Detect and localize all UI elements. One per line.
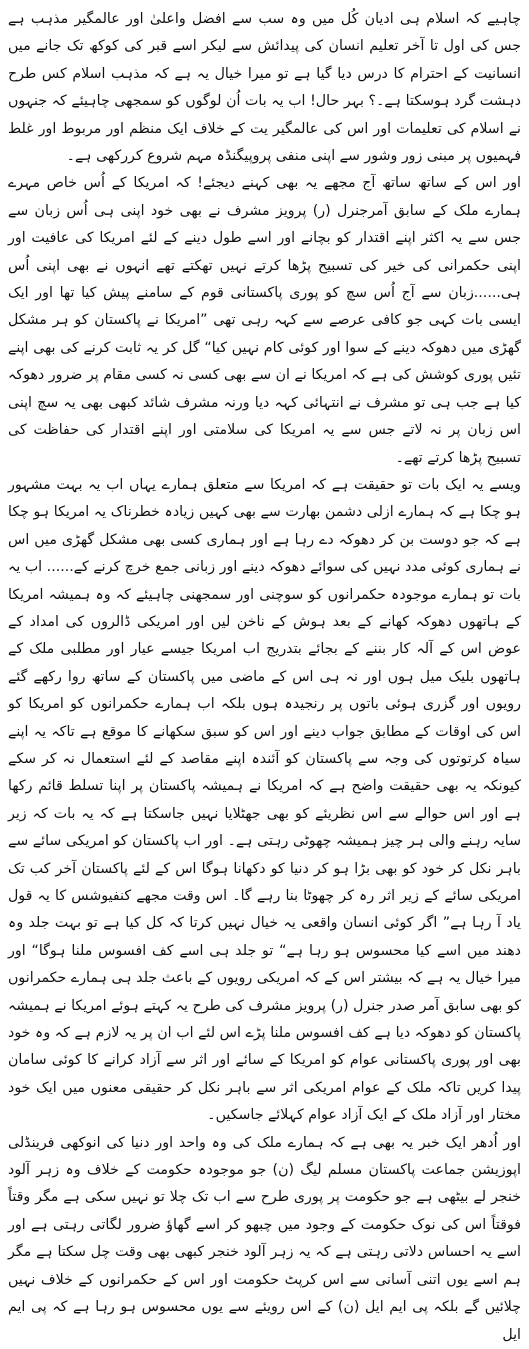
article-paragraph: اور اُدھر ایک خبر یہ بھی ہے کہ ہمارے ملک کی وہ واحد اور دنیا کی انوکھی فرینڈلی اپوزیشن جماعت پاکستان مسلم لیگ (ن) جو موجودہ حکومت کے خلاف وہ زہر آلود خنجر لے بیٹھی ہے جو حکومت پر پوری طرح سے اب تک چلا تو نہیں سکی ہے مگر وقتاً فوقتاً اس کی نوک حکومت کے وجود میں چبھو کر اسے گھاؤ ضرور لگاتی رہتی ہے اور اسے یہ احساس دلاتی رہتی ہے کہ یہ زہر آلود خنجر کبھی بھی وقت چل سکتا ہے مگر ہم اسے یوں اتنی آسانی سے اس کرپٹ حکومت اور اس کے حکمرانوں کے خلاف نہیں چلائیں گے بلکہ پی ایم ایل (ن) کے اس رویئے سے یوں محسوس ہو رہا ہے کہ پی ایم ایل <box>8 1134 521 1343</box>
article-paragraph: اور اس کے ساتھ ساتھ آج مجھے یہ بھی کہنے دیجئے! کہ امریکا کے اُس خاص مہرے ہمارے ملک کے سابق آمرجنرل (ر) پرویز مشرف نے بھی خود اپنی ہی اُس زبان سے جس سے یہ اکثر اپنے اقتدار کو بچانے اور اسے طول دینے کے لئے امریکا کی عافیت اور اپنی حکمرانی کی خیر کی تسبیح پڑھا کرتے نہیں تھکتے تھے انہوں نے بھی اپنی اُس ہی......زبان سے آج اُس سچ کو پوری پاکستانی قوم کے سامنے پیش کیا تھا اور ایک ایسی بات کہی جو کافی عرصے سے کہہ رہی تھی ”امریکا نے پاکستان کو ہر مشکل گھڑی میں دھوکہ دینے کے سوا اور کوئی کام نہیں کیا“ گل کر یہ ثابت کرنے کی بھی اپنے تئیں پوری کوشش کی ہے کہ امریکا نے ان سے بھی کسی نہ کسی مقام پر ضرور دھوکہ کیا ہے جب ہی تو مشرف نے انتہائی کہہ دیا ورنہ مشرف شائد کبھی بھی یہ سچ اپنی اس زبان پر نہ لاتے جس سے یہ امریکا کی سلامتی اور اپنے اقتدار کی حفاظت کی تسبیح پڑھا کرتے تھے۔ <box>8 175 521 466</box>
article-paragraph: ویسے یہ ایک بات تو حقیقت ہے کہ امریکا سے متعلق ہمارے یہاں اب یہ بہت مشہور ہو چکا ہے کہ ہمارے ازلی دشمن بھارت سے بھی کہیں زیادہ خطرناک یہ امریکا ہو چکا ہے کہ جو دوست بن کر دھوکہ دے رہا ہے اور ہماری کسی بھی مشکل گھڑی میں اس نے ہماری کوئی مدد نہیں کی سوائے دھوکہ دینے اور زبانی جمع خرچ کرنے کے...... اب یہ بات تو ہمارے موجودہ حکمرانوں کو سوچنی اور سمجھنی چاہیئے کہ وہ ہمیشہ امریکا کے ہاتھوں دھوکہ کھانے کے بعد ہوش کے ناخن لیں اور امریکی ڈالروں کی امداد کے عوض اس کے آلہ کار بننے کے بجائے بتدریج اب امریکا جیسے عیار اور مطلبی ملک کے ہاتھوں بلیک میل ہوں اور نہ ہی اس کے ماضی میں پاکستان کے ساتھ روا رکھے گئے رویوں اور گزری ہوئی باتوں پر رنجیدہ ہوں بلکہ اب ہمارے حکمرانوں کو امریکا کو اس کی اوقات کے مطابق جواب دینے اور اس کو سبق سکھانے کا موقع ہے تاکہ یہ اپنے سیاہ کرتوتوں کی وجہ سے پاکستان کو آئندہ اپنے مقاصد کے لئے استعمال نہ کر سکے کیونکہ یہ بھی حقیقت واضح ہے کہ امریکا نے ہمیشہ پاکستان پر اپنا تسلط قائم رکھا ہے اور اس حوالے سے اس نظریئے کو بھی جھٹلایا نہیں جاسکتا ہے کہ یہ بات کہ زیر سایہ رہنے والی ہر چیز ہمیشہ چھوٹی رہتی ہے۔ اور اب پاکستان کو امریکی سائے سے باہر نکل کر خود کو بھی بڑا ہو کر دنیا کو دکھانا ہوگا اس کے لئے پاکستان آخر کب تک امریکی سائے کے زیر اثر رہ کر چھوٹا بنا رہے گا۔ اس وقت مجھے کنفیوشس کا یہ قول یاد آ رہا ہے” اگر کوئی انسان واقعی یہ خیال نہیں کرتا کہ کل کیا ہے تو بہت جلد وہ دھند میں اسے کیا محسوس ہو رہا ہے“ تو جلد ہی اسے کف افسوس ملنا ہوگا“ اور میرا خیال یہ ہے کہ بیشتر اس کے کہ امریکی رویوں کے باعث جلد ہی ہمارے حکمرانوں کو بھی سابق آمر صدر جنرل (ر) پرویز مشرف کی طرح یہ کہتے ہوئے امریکا نے ہمیشہ پاکستان کو دھوکہ دیا ہے کف افسوس ملنا پڑے اس لئے اب ان پر یہ لازم ہے کہ وہ خود بھی اور پوری پاکستانی عوام کو امریکا کے سائے اور اثر سے آزاد کرانے کا کوئی سامان پیدا کریں تاکہ ملک کے عوام امریکی اثر سے باہر نکل کر حقیقی معنوں میں ایک خود مختار اور آزاد ملک کے ایک آزاد عوام کہلائے جاسکیں۔ <box>8 476 521 1124</box>
article-paragraph: چاہیے کہ اسلام ہی ادیان کُل میں وہ سب سے افضل واعلیٰ اور عالمگیر مذہب ہے جس کی اول تا آخر تعلیم انسان کی پیدائش سے لیکر اسے قبر کی کوکھ تک جانے میں انسانیت کے احترام کا درس دیا گیا ہے تو میرا خیال یہ ہے کہ مذہب اسلام کس طرح دہشت گرد ہوسکتا ہے۔؟ بہر حال! اب یہ بات اُن لوگوں کو سمجھی چاہیئے کہ جنہوں نے اسلام کی تعلیمات اور اس کی عالمگیر یت کے خلاف ایک منظم اور مربوط اور غلط فہمیوں پر مبنی زور وشور سے اپنی منفی پروپیگنڈہ مہم شروع کررکھی ہے۔ <box>8 11 521 165</box>
